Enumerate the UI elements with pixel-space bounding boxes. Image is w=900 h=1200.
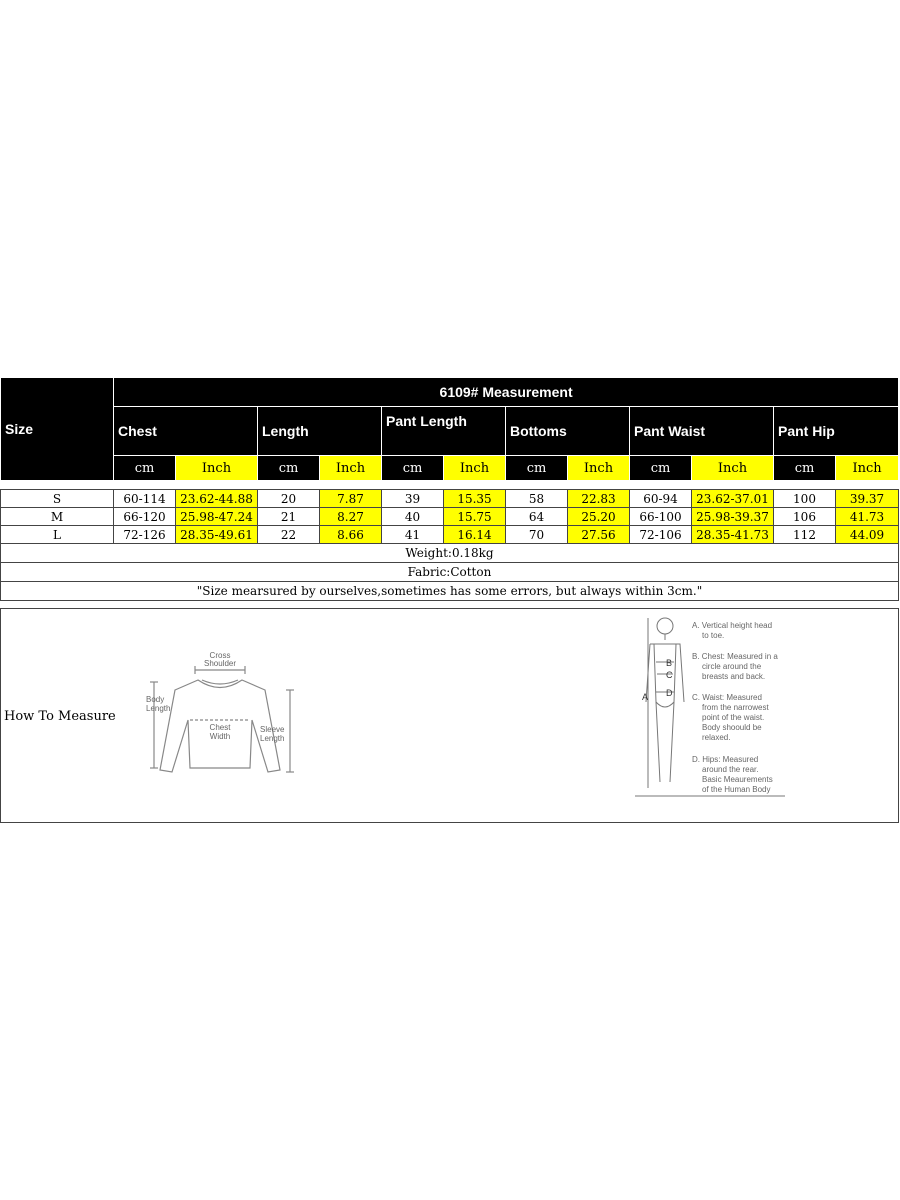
note-d: of the Human Body <box>702 785 771 794</box>
chest-inch-cell: 28.35-49.61 <box>176 526 258 544</box>
pant-waist-cm-cell: 72-106 <box>630 526 692 544</box>
chest-cm-cell: 72-126 <box>114 526 176 544</box>
chest-header: Chest <box>114 407 258 456</box>
size-cell: L <box>1 526 114 544</box>
size-column-header: Size <box>1 378 114 481</box>
bottoms-inch-cell: 22.83 <box>568 490 630 508</box>
pant-hip-cm-cell: 106 <box>774 508 836 526</box>
bottoms-cm-cell: 64 <box>506 508 568 526</box>
disclaimer-note: "Size mearsured by ourselves,sometimes has some errors, but always within 3cm." <box>1 582 899 601</box>
pant-hip-inch-cell: 41.73 <box>836 508 899 526</box>
length-header: Length <box>258 407 382 456</box>
pant-length-cm-cell: 40 <box>382 508 444 526</box>
length-inch-cell: 8.27 <box>320 508 382 526</box>
cross-shoulder-label: Cross <box>209 651 231 660</box>
fabric-note: Fabric:Cotton <box>1 563 899 582</box>
unit-cm: cm <box>258 456 320 481</box>
body-length-label: Length <box>146 704 171 713</box>
cross-shoulder-label: Shoulder <box>203 659 237 668</box>
unit-cm: cm <box>382 456 444 481</box>
pant-length-inch-cell: 15.75 <box>444 508 506 526</box>
weight-note: Weight:0.18kg <box>1 544 899 563</box>
chest-cm-cell: 66-120 <box>114 508 176 526</box>
chest-cm-cell: 60-114 <box>114 490 176 508</box>
unit-inch: Inch <box>836 456 899 481</box>
sleeve-length-label: Sleeve <box>260 725 285 734</box>
pant-length-inch-cell: 16.14 <box>444 526 506 544</box>
label-c: C <box>666 670 673 680</box>
length-inch-cell: 8.66 <box>320 526 382 544</box>
note-a: A. Vertical height head <box>692 621 773 630</box>
pant-hip-inch-cell: 44.09 <box>836 526 899 544</box>
bottoms-cm-cell: 70 <box>506 526 568 544</box>
note-b: breasts and back. <box>702 672 766 681</box>
chart-title: 6109# Measurement <box>114 378 899 407</box>
chest-inch-cell: 23.62-44.88 <box>176 490 258 508</box>
bottoms-header: Bottoms <box>506 407 630 456</box>
sleeve-length-label: Length <box>260 734 285 743</box>
note-d: D. Hips: Measured <box>692 755 759 764</box>
pant-hip-cm-cell: 112 <box>774 526 836 544</box>
unit-inch: Inch <box>444 456 506 481</box>
note-c: from the narrowest <box>702 703 769 712</box>
size-cell: M <box>1 508 114 526</box>
pant-length-cm-cell: 41 <box>382 526 444 544</box>
body-measure-diagram <box>630 612 800 802</box>
chest-inch-cell: 25.98-47.24 <box>176 508 258 526</box>
table-row <box>1 490 899 508</box>
note-c: relaxed. <box>702 733 731 742</box>
label-d: D <box>666 688 673 698</box>
note-c: point of the waist. <box>702 713 765 722</box>
unit-cm: cm <box>630 456 692 481</box>
size-chart-header <box>0 377 900 475</box>
pant-waist-inch-cell: 25.98-39.37 <box>692 508 774 526</box>
pant-length-inch-cell: 15.35 <box>444 490 506 508</box>
note-d: Basic Meaurements <box>702 775 773 784</box>
bottoms-cm-cell: 58 <box>506 490 568 508</box>
unit-cm: cm <box>114 456 176 481</box>
table-row <box>1 508 899 526</box>
label-a: A <box>642 692 649 702</box>
note-a: to toe. <box>702 631 725 640</box>
unit-cm: cm <box>506 456 568 481</box>
size-cell: S <box>1 490 114 508</box>
note-d: around the rear. <box>702 765 759 774</box>
table-row <box>1 526 899 544</box>
note-c: Body shoould be <box>702 723 762 732</box>
unit-inch: Inch <box>568 456 630 481</box>
size-chart-body <box>0 489 900 601</box>
note-b: B. Chest: Measured in a <box>692 652 778 661</box>
length-cm-cell: 20 <box>258 490 320 508</box>
pant-waist-cm-cell: 66-100 <box>630 508 692 526</box>
unit-cm: cm <box>774 456 836 481</box>
pant-waist-cm-cell: 60-94 <box>630 490 692 508</box>
unit-inch: Inch <box>176 456 258 481</box>
chest-width-label: Width <box>209 732 231 741</box>
how-to-measure-label: How To Measure <box>4 709 116 724</box>
pant-hip-inch-cell: 39.37 <box>836 490 899 508</box>
pant-waist-inch-cell: 28.35-41.73 <box>692 526 774 544</box>
sweater-measure-diagram <box>140 650 300 790</box>
pant-waist-inch-cell: 23.62-37.01 <box>692 490 774 508</box>
pant-length-cm-cell: 39 <box>382 490 444 508</box>
body-length-label: Body <box>146 695 165 704</box>
unit-inch: Inch <box>320 456 382 481</box>
note-b: circle around the <box>702 662 762 671</box>
pant-length-header: Pant Length <box>382 407 506 456</box>
pant-hip-header: Pant Hip <box>774 407 899 456</box>
note-c: C. Waist: Measured <box>692 693 762 702</box>
bottoms-inch-cell: 27.56 <box>568 526 630 544</box>
label-b: B <box>666 658 673 668</box>
length-cm-cell: 21 <box>258 508 320 526</box>
length-cm-cell: 22 <box>258 526 320 544</box>
chest-width-label: Chest <box>209 723 231 732</box>
bottoms-inch-cell: 25.20 <box>568 508 630 526</box>
pant-waist-header: Pant Waist <box>630 407 774 456</box>
length-inch-cell: 7.87 <box>320 490 382 508</box>
unit-inch: Inch <box>692 456 774 481</box>
pant-hip-cm-cell: 100 <box>774 490 836 508</box>
